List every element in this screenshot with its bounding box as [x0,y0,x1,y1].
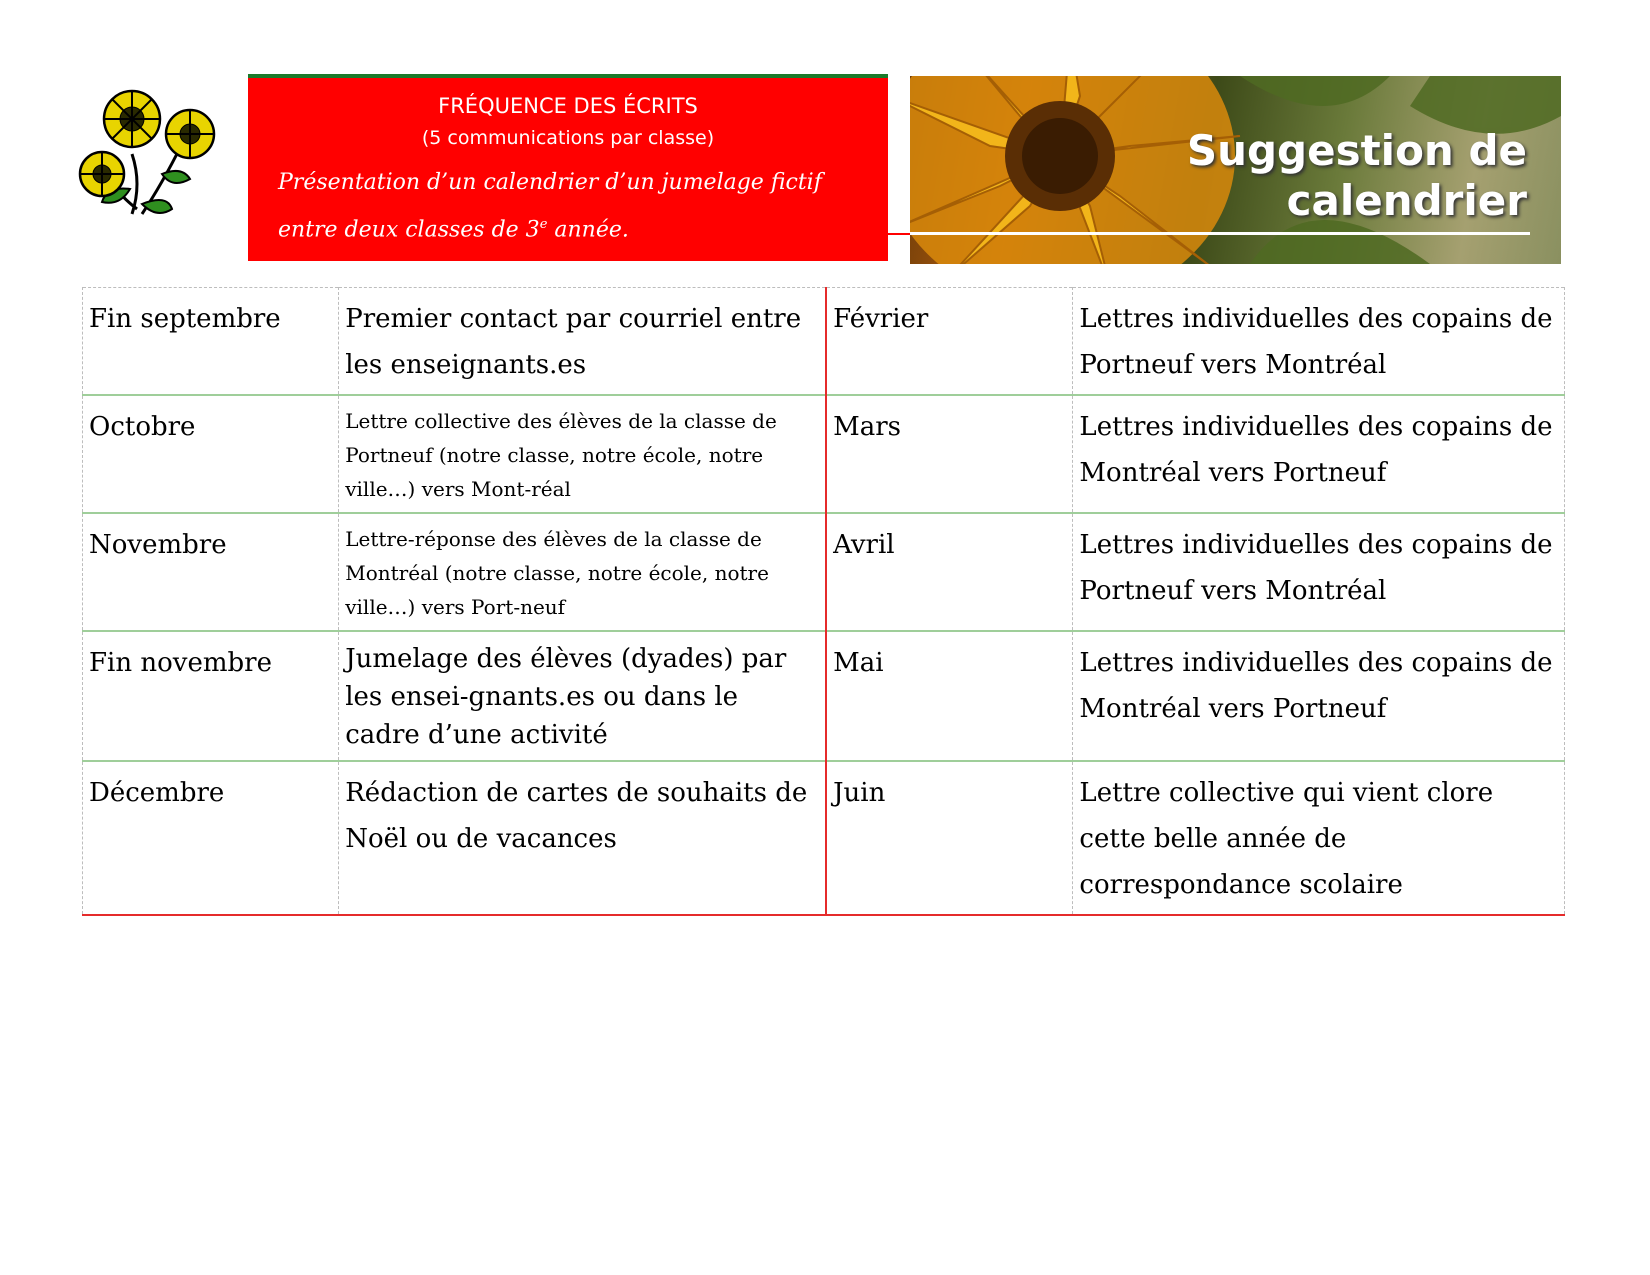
month-cell: Décembre [83,761,339,915]
page-subtitle: (5 communications par classe) [421,127,715,149]
page-title: FRÉQUENCE DES ÉCRITS [438,94,698,118]
activity-cell: Lettres individuelles des copains de Montréal vers Portneuf [1073,631,1565,761]
banner-underline [910,232,1530,235]
month-cell: Octobre [83,395,339,513]
month-cell: Novembre [83,513,339,631]
month-cell: Fin septembre [83,288,339,396]
activity-cell: Lettre-réponse des élèves de la classe de Montréal (notre classe, notre école, notre ville…) vers Port-neuf [339,513,826,631]
month-cell: Mars [826,395,1073,513]
table-row [83,395,1565,513]
month-cell: Mai [826,631,1073,761]
month-cell: Fin novembre [83,631,339,761]
activity-cell: Lettre collective qui vient clore cette belle année de correspondance scolaire [1073,761,1565,915]
table-row [83,513,1565,631]
activity-cell: Premier contact par courriel entre les enseignants.es [339,288,826,396]
table-row [83,288,1565,396]
calendar-table [82,287,1565,916]
activity-cell: Lettres individuelles des copains de Portneuf vers Montréal [1073,513,1565,631]
activity-cell: Lettre collective des élèves de la classe de Portneuf (notre classe, notre école, notre ville…) vers Mont-réal [339,395,826,513]
month-cell: Avril [826,513,1073,631]
table-row [83,631,1565,761]
header-connector-line [888,233,911,235]
sunflower-banner [910,76,1561,264]
month-cell: Juin [826,761,1073,915]
sunflower-clipart-icon [72,74,232,224]
activity-cell: Jumelage des élèves (dyades) par les ensei-gnants.es ou dans le cadre d’une activité [339,631,826,761]
activity-cell: Lettres individuelles des copains de Portneuf vers Montréal [1073,288,1565,396]
table-row [83,761,1565,915]
header-description: Présentation d’un calendrier d’un jumelage fictif entre deux classes de 3e année. [278,170,822,243]
banner-title: Suggestion de calendrier [1186,126,1527,225]
month-cell: Février [826,288,1073,396]
activity-cell: Lettres individuelles des copains de Montréal vers Portneuf [1073,395,1565,513]
activity-cell: Rédaction de cartes de souhaits de Noël ou de vacances [339,761,826,915]
header-box [248,74,888,261]
